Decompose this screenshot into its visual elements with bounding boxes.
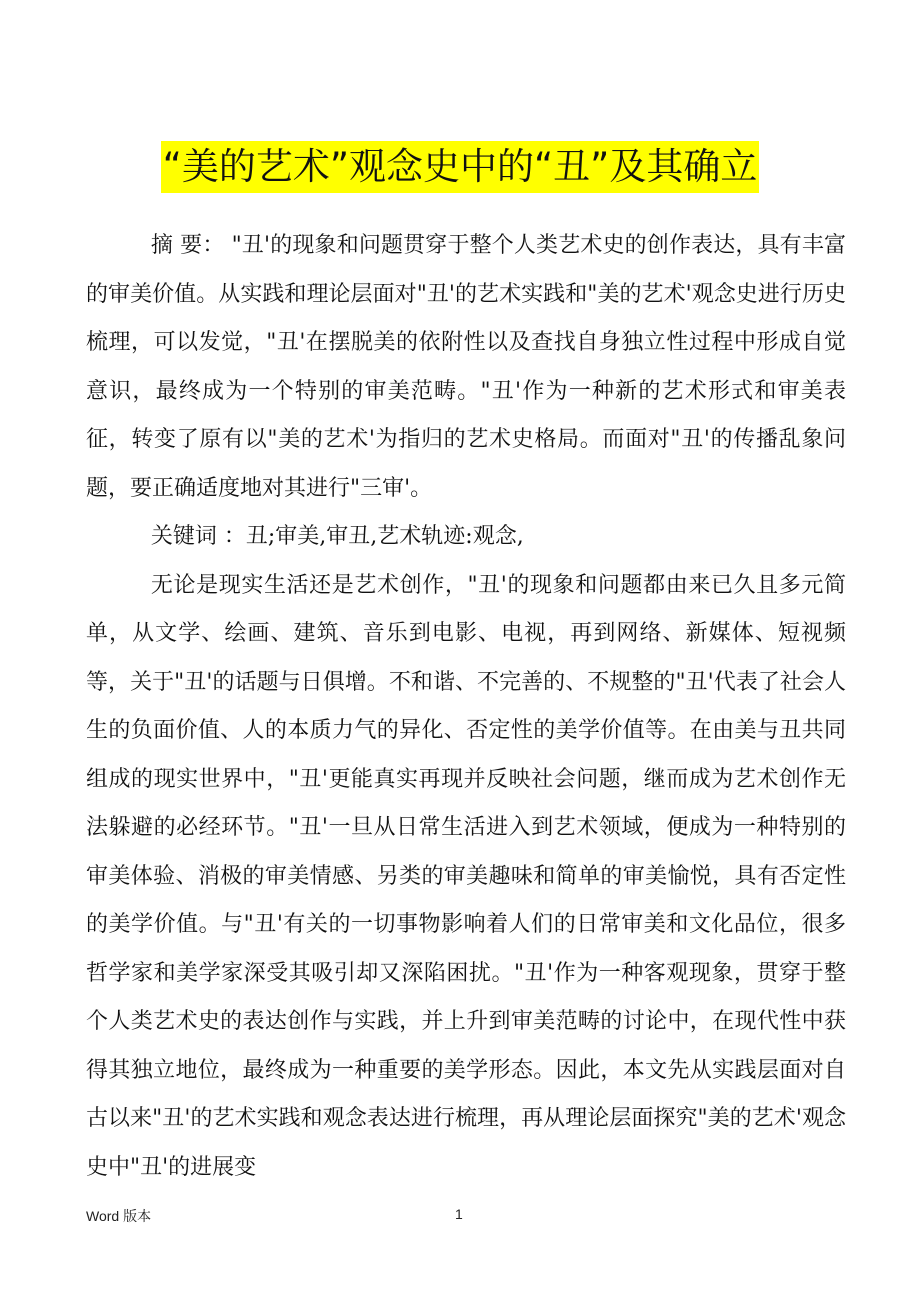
page-number: 1 [455,1206,463,1222]
title-container [0,141,920,193]
body-paragraph: 无论是现实生活还是艺术创作，"丑'的现象和问题都由来已久且多元简单，从文学、绘画、建筑、音乐到电影、电视，再到网络、新媒体、短视频等，关于"丑'的话题与日俱增。不和谐、不完善的、不规整的"丑'代表了社会人生的负面价值、人的本质力气的异化、否定性的美学价值等。在由美与丑共同组成的现实世界中，"丑'更能真实再现并反映社会问题，继而成为艺术创作无法躲避的必经环节。"丑'一旦从日常生活进入到艺术领域，便成为一种特别的审美体验、消极的审美情感、另类的审美趣味和简单的审美愉悦，具有否定性的美学价值。与"丑'有关的一切事物影响着人们的日常审美和文化品位，很多哲学家和美学家深受其吸引却又深陷困扰。"丑'作为一种客观现象，贯穿于整个人类艺术史的表达创作与实践，并上升到审美范畴的讨论中，在现代性中获得其独立地位，最终成为一种重要的美学形态。因此，本文先从实践层面对自古以来"丑'的艺术实践和观念表达进行梳理，再从理论层面探究"美的艺术'观念史中"丑'的进展变 [86,572,846,1180]
document-title: “美的艺术”观念史中的“丑”及其确立 [161,141,760,193]
keywords-paragraph: 关键词 ：丑;审美,审丑,艺术轨迹:观念, [150,524,524,549]
abstract-paragraph: 摘 要： "丑'的现象和问题贯穿于整个人类艺术史的创作表达，具有丰富的审美价值。从实践和理论层面对"丑'的艺术实践和"美的艺术'观念史进行历史梳理，可以发觉，"丑'在摆脱美的依附性以及查找自身独立性过程中形成自觉意识，最终成为一个特别的审美范畴。"丑'作为一种新的艺术形式和审美表征，转变了原有以"美的艺术'为指归的艺术史格局。而面对"丑'的传播乱象问题，要正确适度地对其进行"三审'。 [86,233,846,501]
document-body [86,222,846,1192]
footer-label: Word 版本 [86,1208,152,1224]
